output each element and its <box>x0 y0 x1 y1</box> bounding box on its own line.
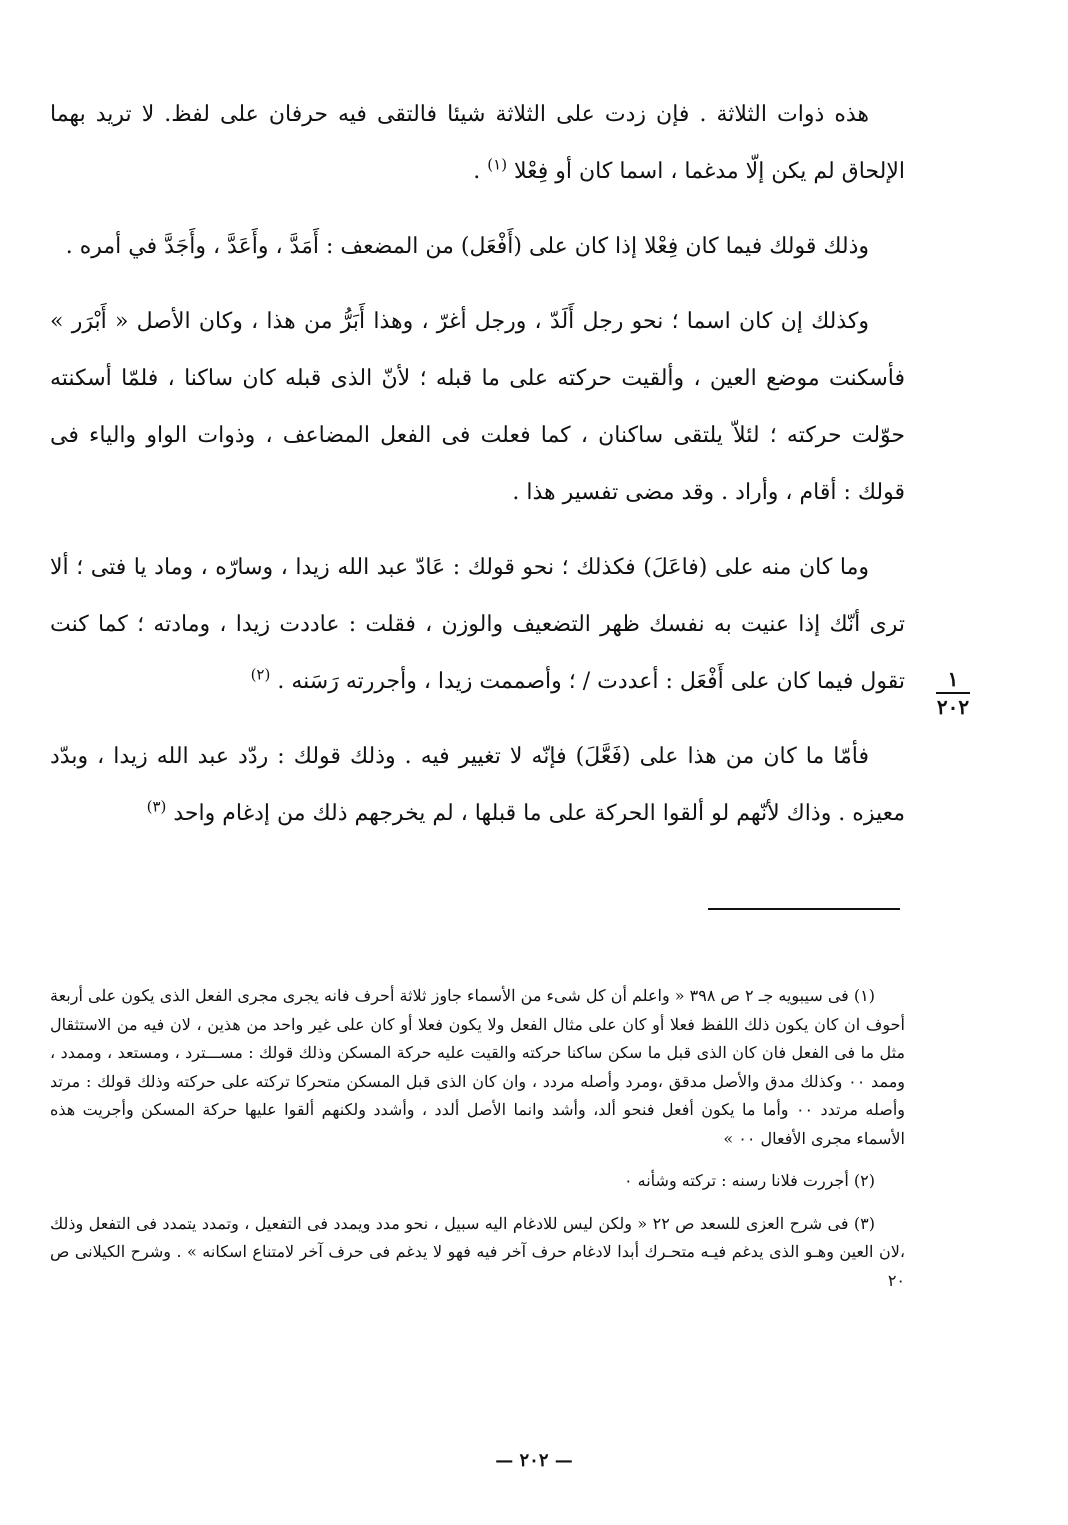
page-number: — ٢٠٢ — <box>495 1450 573 1471</box>
paragraph-text: وما كان منه على (فاعَلَ) فكذلك ؛ نحو قولك : عَادّ عبد الله زيدا ، وسارّه ، وماد يا فتى ؛ ألا ترى أنّك إذا عنيت به نفسك ظهر التضعيف والوزن ، فقلت : عاددت زيدا ، ومادته ؛ كما كنت تقول فيما كان على أَفْعَل : أعددت / ؛ وأصممت زيدا ، وأجررته رَسَنه . <box>50 555 905 694</box>
paragraph-2 <box>50 218 905 275</box>
footnote-ref-1: (١) <box>487 155 508 174</box>
footnote-ref-2: (٢) <box>250 665 271 684</box>
footnote-separator <box>708 908 900 910</box>
paragraph-5 <box>50 728 905 842</box>
paragraph-3 <box>50 293 905 521</box>
paragraph-1: هذه ذوات الثلاثة . فإن زدت على الثلاثة شيئا فالتقى فيه حرفان على لفظ. لا تريد بهما الإلحاق لم يكن إلّا مدغما ، اسما كان أو فِعْلا $^{(١)}$ . <box>50 102 905 184</box>
paragraph-text: وكذلك إن كان اسما ؛ نحو رجل أَلَدّ ، ورجل أغرّ ، وهذا أَبَرُّ من هذا ، وكان الأصل « أَبْرَر » فأسكنت موضع العين ، وألقيت حركته على ما قبله ؛ لأنّ الذى قبله كان ساكنا ، فلمّا أسكنته حوّلت حركته ؛ لئلاّ يلتقى ساكنان ، كما فعلت فى الفعل المضاعف ، وذوات الواو والياء فى قولك : أقام ، وأراد . وقد مضى تفسير هذا . <box>50 309 905 505</box>
footnote-ref-3: (٣) <box>146 797 167 816</box>
footnotes <box>50 982 905 1309</box>
margin-reference-top: ١ <box>947 667 959 691</box>
footnote-2: (٢) أجررت فلانا رسنه : تركته وشأنه ٠ <box>623 1171 875 1190</box>
footnote-1: (١) فى سيبويه جـ ٢ ص ٣٩٨ « واعلم أن كل شىء من الأسماء جاوز ثلاثة أحرف فانه يجرى مجرى الفعل الذى يكون على أربعة أحوف ان كان يكون ذلك اللفظ فعلا أو كان على مثال الفعل ولا يكون فعلا أو كان على غير واحد من هذين ، لان فيه من الاستثقال مثل ما فى الفعل فان كان الذى قبل ما سكن ساكنا حركته والقيت عليه حركة المسكن وذلك قولك : مســـترد ، ومستعد ، وممدد ، وممد ٠٠ وكذلك مدق والأصل مدقق ،ومرد وأصله مردد ، وان كان الذى قبل المسكن متحركا تركته على حركته وذلك قولك : مرتد وأصله مرتدد ٠٠ وأما ما يكون أفعل فنحو ألد، وأشد وانما الأصل ألدد ، وأشدد ولكنهم ألقوا عليها حركة المسكن وأجريت هذه الأسماء مجرى الأفعال ٠٠ » <box>50 986 905 1148</box>
paragraph-text: هذه ذوات الثلاثة . فإن زدت على الثلاثة شيئا فالتقى فيه حرفان على لفظ. لا تريد بهما الإلحاق لم يكن إلّا مدغما ، اسما كان أو فِعْلا <box>50 102 905 184</box>
margin-reference-bottom: ٢٠٢ <box>936 695 970 719</box>
paragraph-text: فأمّا ما كان من هذا على (فَعَّلَ) فإنّه لا تغيير فيه . وذلك قولك : ردّد عبد الله زيدا ، وبدّد معيزه . وذاك لأنّهم لو ألقوا الحركة على ما قبلها ، لم يخرجهم ذلك من إدغام واحد <box>50 744 905 826</box>
footnote-3: (٣) فى شرح العزى للسعد ص ٢٢ « ولكن ليس للادغام اليه سبيل ، نحو مدد ويمدد فى التفعيل ، وتمدد يتمدد فى التفعل وذلك ،لان العين وهـو الذى يدغم فيـه متحـرك أبدا لادغام حرف آخر فيه فهو لا يدغم فى حرف آخر لامتناع اسكانه » . وشرح الكيلانى ص ٢٠ <box>50 1213 905 1290</box>
main-text <box>50 86 905 860</box>
margin-page-reference <box>928 668 978 718</box>
paragraph-4 <box>50 539 905 710</box>
margin-reference-rule <box>936 692 970 694</box>
paragraph-text: وذلك قولك فيما كان فِعْلا إذا كان على (أَفْعَل) من المضعف : أَمَدَّ ، وأَعَدَّ ، وأَجَدَّ في أمره . <box>65 234 869 259</box>
